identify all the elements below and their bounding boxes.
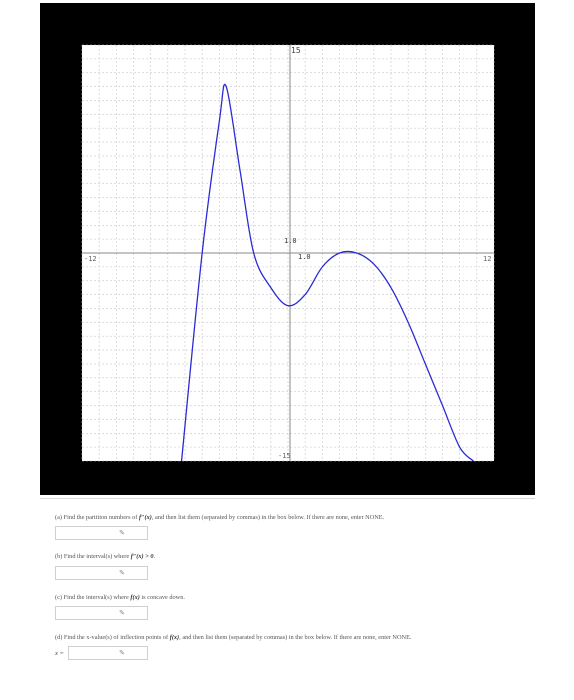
question-d bbox=[55, 634, 535, 641]
x-max-label: 12 bbox=[483, 255, 492, 263]
question-a-text: (a) Find the partition numbers of bbox=[55, 514, 139, 521]
question-b-func: f″(x) > 0 bbox=[130, 553, 154, 560]
question-a-text-end: , and then list them (separated by commas) in the box below. If there are none, enter NONE. bbox=[151, 514, 385, 521]
answer-d-input[interactable] bbox=[68, 646, 148, 660]
graph-panel bbox=[40, 3, 535, 495]
pencil-icon[interactable]: ✎ bbox=[119, 649, 125, 657]
pencil-icon[interactable]: ✎ bbox=[119, 609, 125, 617]
answer-b-input[interactable] bbox=[55, 566, 148, 580]
question-d-text-end: , and then list them (separated by commas) in the box below. If there are none, enter NONE. bbox=[179, 634, 412, 641]
question-d-func: f(x) bbox=[169, 634, 180, 641]
section-divider bbox=[40, 498, 535, 499]
question-b-text: (b) Find the interval(s) where bbox=[55, 553, 131, 560]
answer-a-input[interactable] bbox=[55, 526, 148, 540]
question-c-text-end: is concave down. bbox=[139, 594, 185, 601]
x-unit-label: 1.0 bbox=[298, 253, 311, 261]
question-a-func: f″(x) bbox=[138, 514, 152, 521]
question-b bbox=[55, 553, 535, 560]
question-b-text-end: . bbox=[153, 553, 156, 560]
question-d-text: (d) Find the x-value(s) of inflection points of bbox=[55, 634, 170, 641]
x-min-label: -12 bbox=[84, 255, 97, 263]
x-equals-label: x = bbox=[55, 650, 64, 657]
pencil-icon[interactable]: ✎ bbox=[119, 569, 125, 577]
function-graph bbox=[40, 3, 535, 495]
y-unit-label: 1.0 bbox=[284, 237, 297, 245]
question-c-func: f(x) bbox=[130, 594, 140, 601]
question-a bbox=[55, 514, 535, 521]
y-max-label: 15 bbox=[291, 46, 301, 55]
question-c-text: (c) Find the interval(s) where bbox=[55, 594, 131, 601]
question-c bbox=[55, 594, 535, 601]
answer-c-input[interactable] bbox=[55, 606, 148, 620]
y-min-label: -15 bbox=[278, 452, 291, 460]
pencil-icon[interactable]: ✎ bbox=[119, 529, 125, 537]
